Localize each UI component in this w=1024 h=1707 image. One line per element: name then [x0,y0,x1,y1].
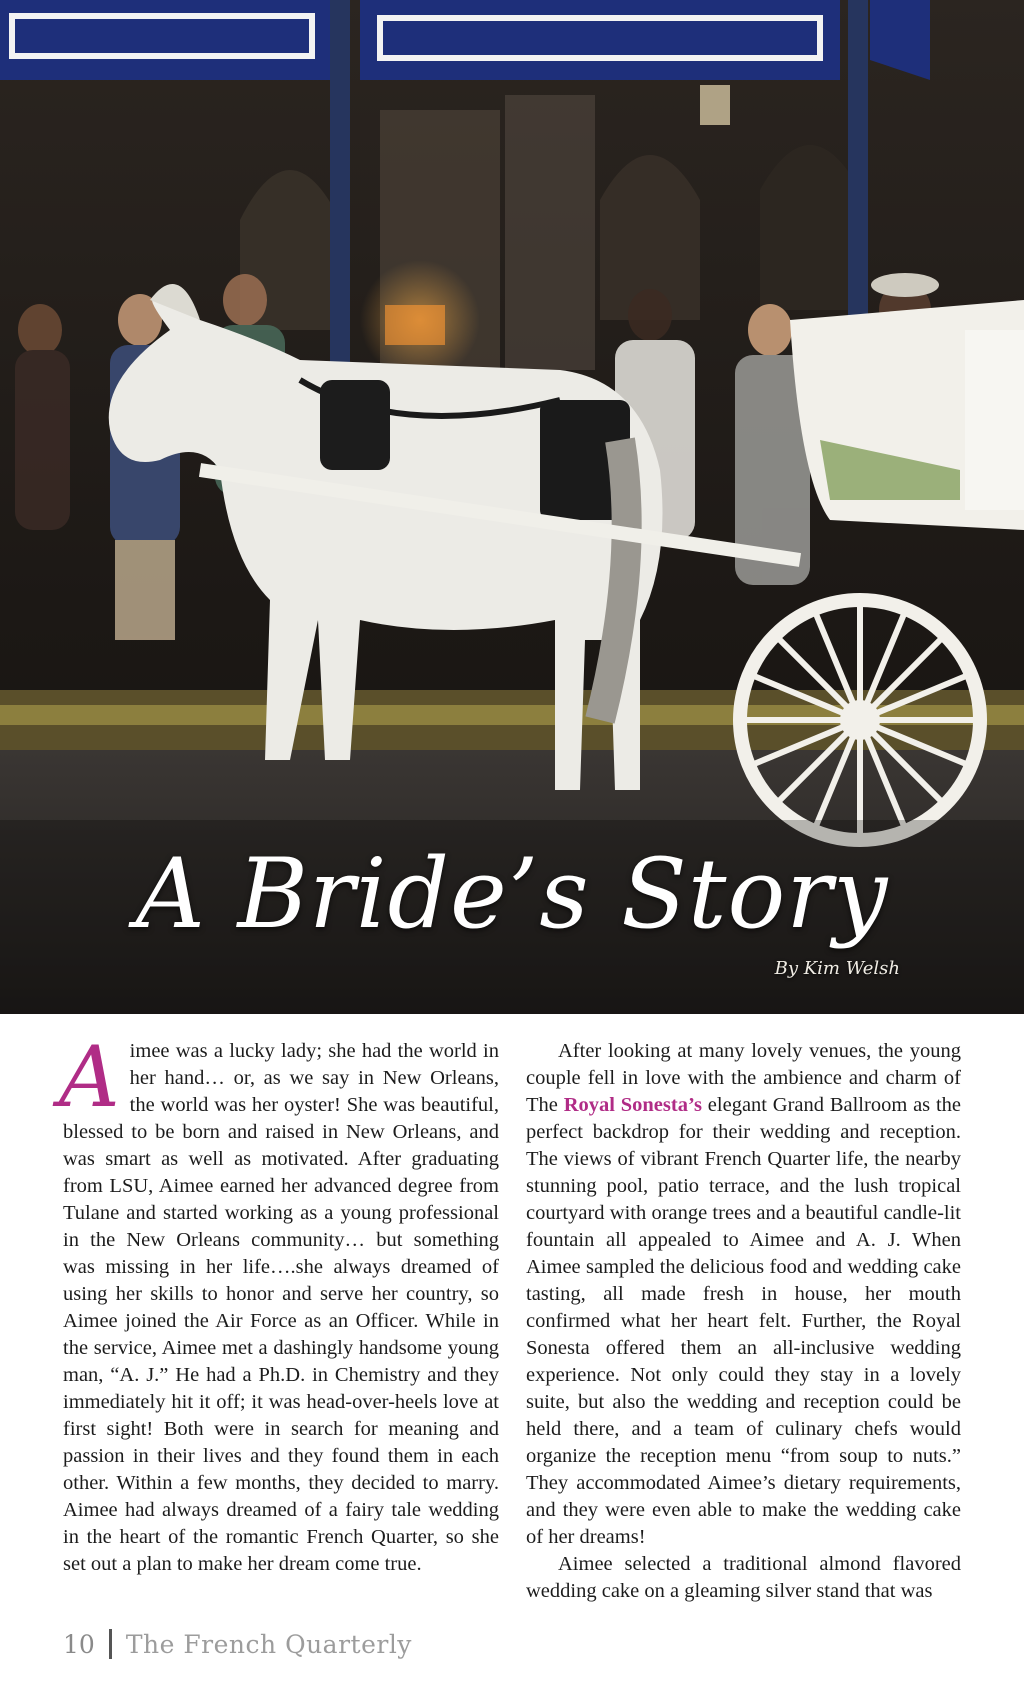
venue-highlight: Royal Sonesta’s [563,1094,702,1116]
footer-divider [109,1629,112,1659]
page-number: 10 [63,1629,95,1659]
paragraph-1-text: imee was a lucky lady; she had the world in her hand… or, as we say in New Orleans, the world was her oyster! She was beautiful, blessed to be born and raised in New Orleans, and was smart as well as motivated. After graduating from LSU, Aimee earned her advanced degree from Tulane and started working as a young professional in the New Orleans community… but something was missing in her life….she always dreamed of using her skills to honor and serve her country, so Aimee joined the Air Force as an Officer. While in the service, Aimee met a dashingly handsome young man, “A. J.” He had a Ph.D. in Chemistry and they immediately hit it off; it was head-over-heels love at first sight! Both were in search for meaning and passion in their lives and they found them in each other. Within a few months, they decided to marry. Aimee had always dreamed of a fairy tale wedding in the heart of the romantic French Quarter, so she set out a plan to make her dream come true. [63,1040,499,1575]
article-title: A Bride’s Story [135,838,889,950]
drop-cap: A [59,1028,120,1126]
paragraph-2-text-end: elegant Grand Ballroom as the perfect backdrop for their wedding and reception. The views of vibrant French Quarter life, the nearby stunning pool, patio terrace, and the lush tropical courtyard with orange trees and a beautiful candle-lit fountain all appealed to Aimee and A. J. When Aimee sampled the delicious food and wedding cake tasting, all made fresh in house, her mouth confirmed what her heart felt. Further, the Royal Sonesta offered them an all-inclusive wedding experience. Not only could they stay in a lovely suite, but also the wedding and reception could be held there, and a team of culinary chefs would organize the reception menu “from soup to nuts.” They accommodated Aimee’s dietary requirements, and they were even able to make the wedding cake of her dreams! [526,1094,962,1548]
article-paragraph-1 [59,1028,499,1578]
magazine-name: The French Quarterly [125,1629,412,1659]
article-paragraph-3: Aimee selected a traditional almond flavored wedding cake on a gleaming silver stand that was [526,1553,961,1602]
paragraph-2-text-start: After looking at many lovely venues, the young couple fell in love with the ambience and charm of The [526,1040,961,1116]
article-byline: By Kim Welsh [774,958,900,979]
article-column-right [526,1038,961,1605]
article-paragraph-2 [526,1038,961,1551]
article-column-left [59,1028,499,1578]
page-footer [63,1624,412,1664]
